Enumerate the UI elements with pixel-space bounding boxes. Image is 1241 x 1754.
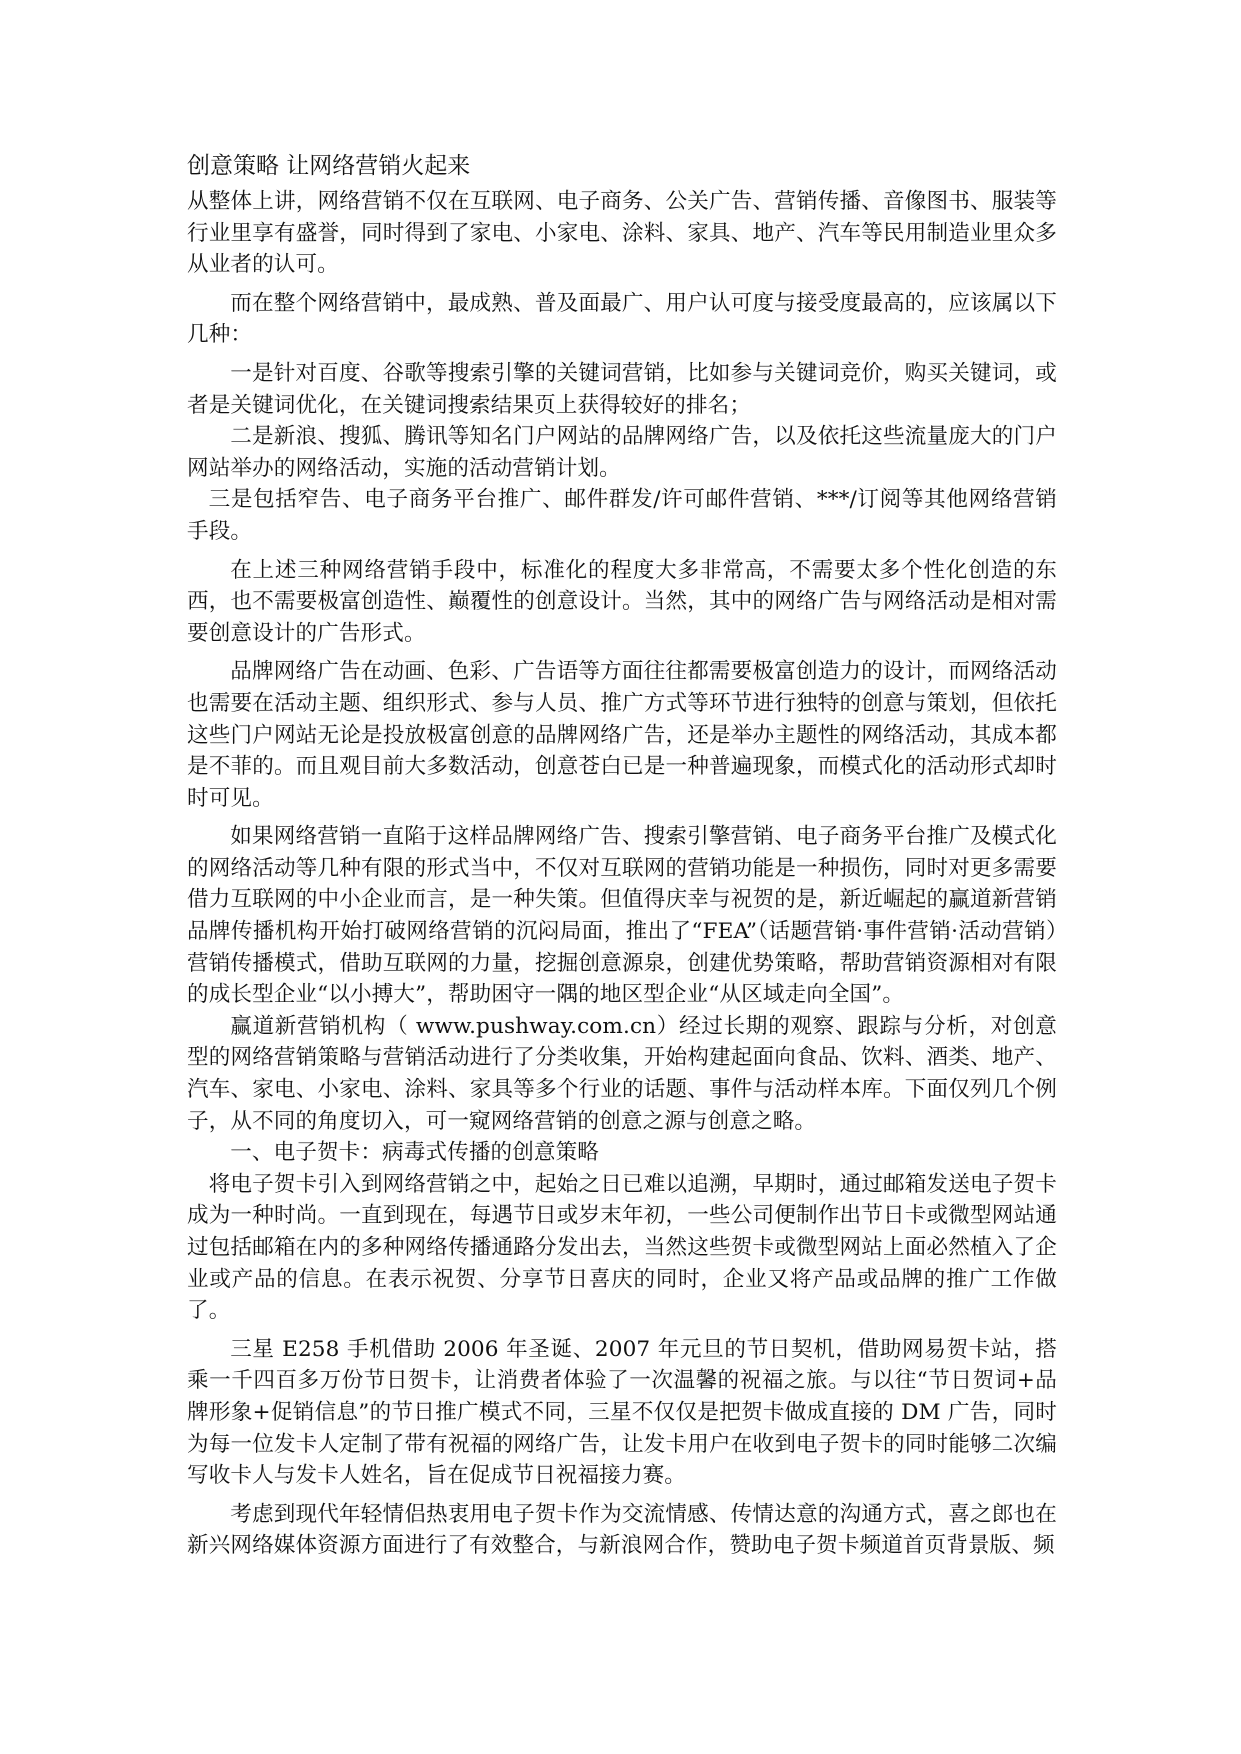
paragraph-standardization: 在上述三种网络营销手段中，标准化的程度大多非常高，不需要太多个性化创造的东西，也不需要极富创造性、巅覆性的创意设计。当然，其中的网络广告与网络活动是相对需要创意设计的广告形式。 bbox=[187, 557, 1057, 646]
paragraph-brand-ads: 品牌网络广告在动画、色彩、广告语等方面往往都需要极富创造力的设计，而网络活动也需要在活动主题、组织形式、参与人员、推广方式等环节进行独特的创意与策划，但依托这些门户网站无论是投放极富创意的品牌网络广告，还是举办主题性的网络活动，其成本都是不菲的。而且观目前大多数活动，创意苍白已是一种普遍现象，而模式化的活动形式却时时可见。 bbox=[187, 659, 1057, 811]
paragraph-pushway: 赢道新营销机构（ www.pushway.com.cn）经过长期的观察、跟踪与分析，对创意型的网络营销策略与营销活动进行了分类收集，开始构建起面向食品、饮料、酒类、地产、汽车、家电、小家电、涂料、家具等多个行业的话题、事件与活动样本库。下面仅列几个例子，从不同的角度切入，可一窥网络营销的创意之源与创意之略。 bbox=[187, 1013, 1057, 1134]
paragraph-xizhilang-case: 考虑到现代年轻情侣热衷用电子贺卡作为交流情感、传情达意的沟通方式，喜之郎也在新兴网络媒体资源方面进行了有效整合，与新浪网合作，赞助电子贺卡频道首页背景版、频 bbox=[187, 1501, 1057, 1559]
paragraph-fea-model: 如果网络营销一直陷于这样品牌网络广告、搜索引擎营销、电子商务平台推广及模式化的网络活动等几种有限的形式当中，不仅对互联网的营销功能是一种损伤，同时对更多需要借力互联网的中小企业而言，是一种失策。但值得庆幸与祝贺的是，新近崛起的赢道新营销品牌传播机构开始打破网络营销的沉闷局面，推出了“FEA”（话题营销·事件营销·活动营销）营销传播模式，借助互联网的力量，挖掘创意源泉，创建优势策略，帮助营销资源相对有限的成长型企业“以小搏大”，帮助困守一隅的地区型企业“从区域走向全国”。 bbox=[187, 824, 1057, 1008]
section-heading-ecard: 一、电子贺卡：病毒式传播的创意策略 bbox=[230, 1140, 599, 1166]
paragraph-samsung-case: 三星 E258 手机借助 2006 年圣诞、2007 年元旦的节日契机，借助网易贺卡站，搭乘一千四百多万份节日贺卡，让消费者体验了一次温馨的祝福之旅。与以往“节日贺词+品牌形象+促销信息”的节日推广模式不同，三星不仅仅是把贺卡做成直接的 DM 广告，同时为每一位发卡人定制了带有祝福的网络广告，让发卡用户在收到电子贺卡的同时能够二次编写收卡人与发卡人姓名，旨在促成节日祝福接力赛。 bbox=[187, 1336, 1057, 1489]
paragraph-type-three: 三是包括窄告、电子商务平台推广、邮件群发/许可邮件营销、***/订阅等其他网络营销手段。 bbox=[187, 487, 1057, 544]
paragraph-types-intro: 而在整个网络营销中，最成熟、普及面最广、用户认可度与接受度最高的，应该属以下几种： bbox=[187, 290, 1057, 348]
paragraph-type-two: 二是新浪、搜狐、腾讯等知名门户网站的品牌网络广告，以及依托这些流量庞大的门户网站举办的网络活动，实施的活动营销计划。 bbox=[187, 424, 1057, 481]
document-title: 创意策略 让网络营销火起来 bbox=[187, 153, 471, 179]
paragraph-ecard-intro: 将电子贺卡引入到网络营销之中，起始之日已难以追溯，早期时，通过邮箱发送电子贺卡成为一种时尚。一直到现在，每遇节日或岁末年初，一些公司便制作出节日卡或微型网站通过包括邮箱在内的多种网络传播通路分发出去，当然这些贺卡或微型网站上面必然植入了企业或产品的信息。在表示祝贺、分享节日喜庆的同时，企业又将产品或品牌的推广工作做了。 bbox=[187, 1171, 1057, 1324]
paragraph-intro: 从整体上讲，网络营销不仅在互联网、电子商务、公关广告、营销传播、音像图书、服装等行业里享有盛誉，同时得到了家电、小家电、涂料、家具、地产、汽车等民用制造业里众多从业者的认可。 bbox=[187, 189, 1057, 278]
document-page bbox=[187, 146, 1057, 1562]
paragraph-type-one: 一是针对百度、谷歌等搜索引擎的关键词营销，比如参与关键词竞价，购买关键词，或者是关键词优化，在关键词搜索结果页上获得较好的排名； bbox=[187, 360, 1057, 418]
